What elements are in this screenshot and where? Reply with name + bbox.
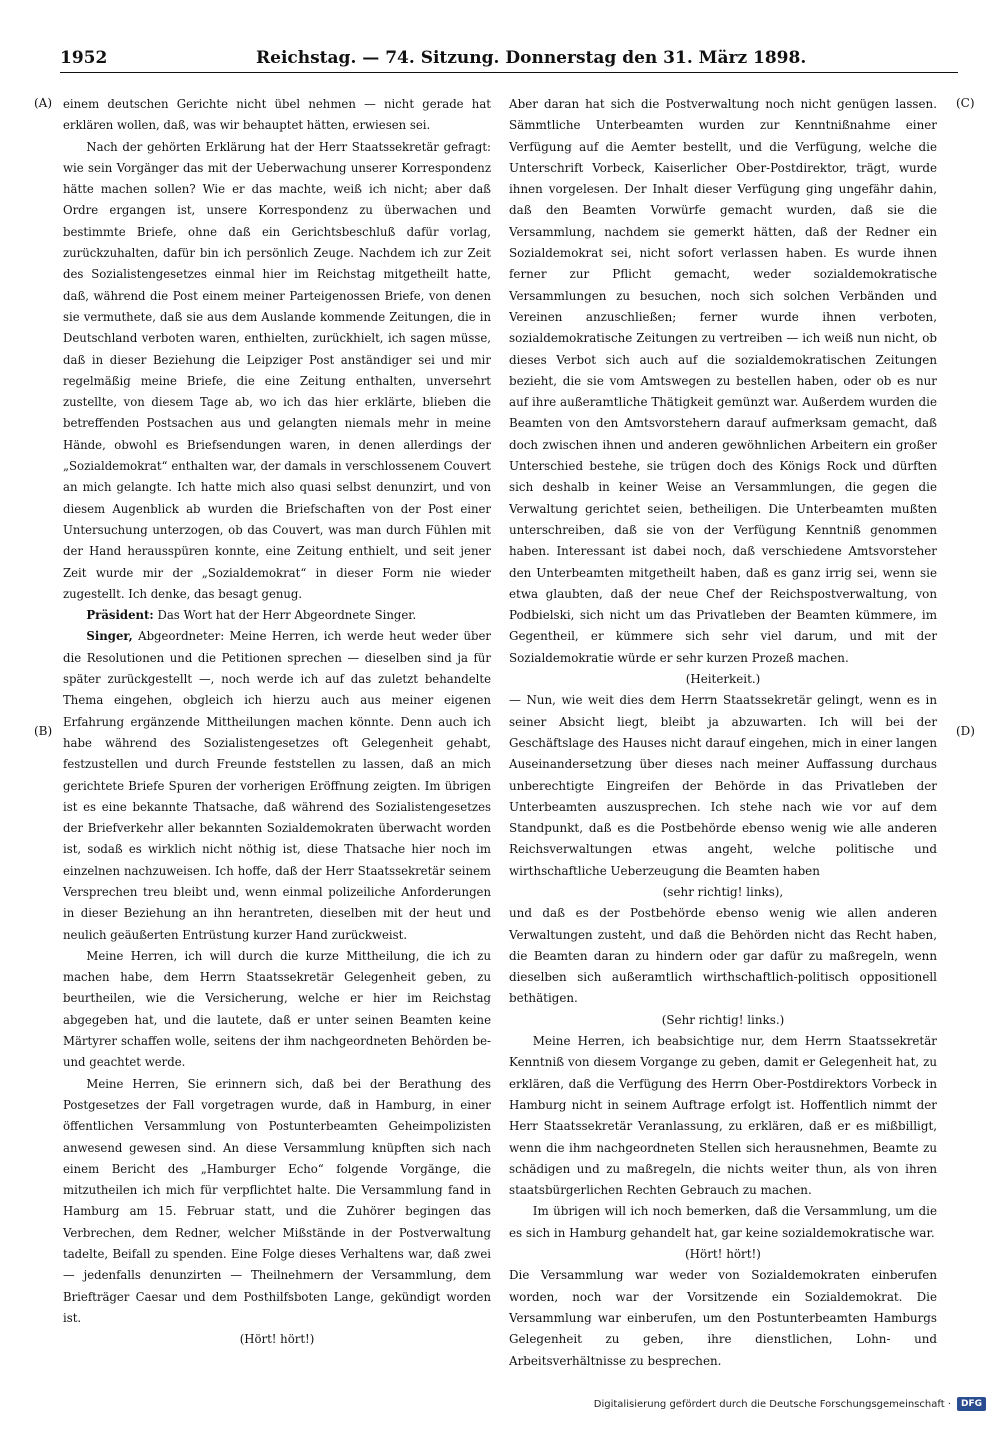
paragraph-text: Meine Herren, ich will durch die kurze Mittheilung, die ich zu machen habe, dem Herrn Staatssekretär Gelegenheit geben, zu beurtheilen, wie die Versicherung, welche er hier im Reichstag abgegeben hat, und die lautete, daß er unter seinen Beamten keine Märtyrer schaffen wolle, seitens der ihm nachgeordneten Behörden be- und geachtet werde.: [63, 948, 491, 1070]
paragraph-text: Meine Herren, ich beabsichtige nur, dem Herrn Staatssekretär Kenntniß von diesem Vorgange zu geben, damit er Gelegenheit hat, zu erklären, daß die Verfügung des Herrn Ober-Postdirektors Vorbeck in Hamburg nicht in seinem Auftrage erfolgt ist. Hoffentlich nimmt der Herr Staatssekretär Veranlassung, zu erklären, daß er es mißbilligt, wenn die ihm nachgeordneten Stellen sich herausnehmen, Beamte zu schädigen und zu maßregeln, die nichts weiter thun, als von ihren staatsbürgerlichen Rechten Gebrauch zu machen.: [509, 1034, 937, 1198]
footer-text: Digitalisierung gefördert durch die Deutsche Forschungsgemeinschaft ·: [593, 1398, 951, 1410]
paragraph: [63, 94, 491, 137]
speaker-name: Präsident:: [86, 608, 154, 623]
paragraph-text: Nach der gehörten Erklärung hat der Herr Staatssekretär gefragt: wie sein Vorgänger das mit der Ueberwachung unserer Korrespondenz hätte machen sollen? Wie er das machte, weiß ich nicht; aber daß Ordre ergangen ist, unsere Korrespondenz zu überwachen und bestimmte Briefe, ohne daß ein Gerichtsbeschluß dafür vorlag, zurückzuhalten, dafür bin ich persönlich Zeuge. Nachdem ich zur Zeit des Sozialistengesetzes einmal hier im Reichstag mitgetheilt hatte, daß, während die Post einem meiner Parteigenossen Briefe, von denen sie vermuthete, daß sie aus dem Auslande kommende Zeitungen, die in Deutschland verboten waren, enthielten, zurückhielt, ich sagen müsse, daß in dieser Beziehung die Leipziger Post anständiger sei und mir regelmäßig meine Briefe, die eine Zeitung enthalten, unversehrt zustellte, von diesem Tage ab, wo ich das hier erklärte, blieben die betreffenden Postsachen aus und gelangten niemals mehr in meine Hände, obwohl es Briefsendungen waren, in denen allerdings der „Sozialdemokrat“ enthalten war, der damals in verschlossenem Couvert an mich gelangte. Ich hatte mich also quasi selbst denunzirt, und von diesem Augenblick ab wurden die Briefschaften von der Post einer Untersuchung unterzogen, ob das Couvert, was man durch Fühlen mit der Hand herausspüren konnte, eine Zeitung enthielt, und seit jener Zeit wurde mir der „Sozialdemokrat“ in dieser Form nie wieder zugestellt. Ich denke, das besagt genug.: [63, 139, 491, 601]
paragraph: [509, 1201, 937, 1244]
paragraph: [63, 137, 491, 606]
paragraph: [63, 626, 491, 945]
paragraph-text: Abgeordneter: Meine Herren, ich werde heut weder über die Resolutionen und die Petitionen sprechen — dieselben sind ja für später zurückgestellt —, noch werde ich auf das zuletzt behandelte Thema eingehen, obgleich ich hierzu auch aus meiner eigenen Erfahrung ergänzende Mittheilungen machen könnte. Denn auch ich habe während des Sozialistengesetzes oft Gelegenheit gehabt, festzustellen und durch Freunde feststellen zu lassen, daß an mich gerichtete Briefe Spuren der vorherigen Eröffnung zeigten. Im übrigen ist es eine bekannte Thatsache, daß während des Sozialistengesetzes der Briefverkehr aller bekannten Sozialdemokraten überwacht worden ist, sodaß es wirklich nicht nöthig ist, diese Thatsache hier noch im einzelnen nachzuweisen. Ich hoffe, daß der Herr Staatssekretär seinem Versprechen treu bleibt und, wenn einmal polizeiliche Anforderungen in dieser Beziehung an ihn herantreten, dieselben mit der heut und neulich geäußerten Entrüstung kurzer Hand zurückweist.: [63, 629, 491, 942]
interjection: [63, 1329, 491, 1350]
paragraph-text: (Hört! hört!): [685, 1247, 761, 1262]
left-column: [63, 94, 491, 1351]
paragraph: [509, 1031, 937, 1201]
paragraph-text: Im übrigen will ich noch bemerken, daß die Versammlung, um die es sich in Hamburg gehandelt hat, gar keine sozialdemokratische war.: [509, 1204, 937, 1240]
paragraph-text: (Hört! hört!): [239, 1332, 315, 1347]
dfg-logo: DFG: [957, 1397, 986, 1411]
footer-credit: [594, 1394, 986, 1414]
paragraph: [509, 94, 937, 669]
margin-marker-d: (D): [956, 724, 975, 738]
running-header: [60, 46, 958, 73]
paragraph-text: (sehr richtig! links),: [662, 884, 784, 899]
paragraph: [63, 946, 491, 1074]
paragraph-text: und daß es der Postbehörde ebenso wenig wie allen anderen Verwaltungen zusteht, und daß die Behörden nicht das Recht haben, die Beamten daran zu hindern oder gar dafür zu maßregeln, wenn dieselben sich außeramtlich wirthschaftlich-politisch oppositionell bethätigen.: [509, 906, 937, 1006]
page-number: 1952: [60, 48, 108, 68]
paragraph: [509, 690, 937, 882]
margin-marker-c: (C): [956, 96, 975, 110]
interjection: [509, 1010, 937, 1031]
paragraph-text: (Heiterkeit.): [685, 672, 761, 687]
paragraph-text: Aber daran hat sich die Postverwaltung noch nicht genügen lassen. Sämmtliche Unterbeamten wurden zur Kenntnißnahme einer Verfügung auf die Aemter bestellt, und die Verfügung, welche die Unterschrift Vorbeck, Kaiserlicher Ober-Postdirektor, trägt, wurde ihnen vorgelesen. Der Inhalt dieser Verfügung ging ungefähr dahin, daß den Beamten Vorwürfe gemacht wurden, daß sie die Versammlung, nachdem sie gemerkt hätten, daß der Redner ein Sozialdemokrat sei, nicht sofort verlassen haben. Es wurde ihnen ferner zur Pflicht gemacht, weder sozialdemokratische Versammlungen zu besuchen, noch sich solchen Verbänden und Vereinen anzuschließen; ferner wurde ihnen verboten, sozialdemokratische Zeitungen zu vertreiben — ich weiß nun nicht, ob dieses Verbot sich auch auf die sozialdemokratischen Zeitungen bezieht, die sie vom Amtswegen zu bestellen haben, oder ob es nur auf ihre außeramtliche Thätigkeit gemünzt war. Außerdem wurden die Beamten von den Amtsvorstehern darauf aufmerksam gemacht, daß doch zwischen ihnen und anderen gewöhnlichen Arbeitern ein großer Unterschied bestehe, sie trügen doch des Königs Rock und dürften sich deshalb in keiner Weise an Versammlungen, die gegen die Verwaltung gerichtet seien, betheiligen. Die Unterbeamten mußten unterschreiben, daß sie von der Verfügung Kenntniß genommen haben. Interessant ist dabei noch, daß verschiedene Amtsvorsteher den Unterbeamten mitgetheilt haben, daß es ganz irrig sei, wenn sie etwa glaubten, daß der neue Chef der Reichspostverwaltung, von Podbielski, sich nicht um das Privatleben der Beamten kümmere, im Gegentheil, er kümmere sich sehr viel darum, und mit der Sozialdemokratie würde er sehr kurzen Prozeß machen.: [509, 97, 937, 665]
paragraph: [63, 605, 491, 626]
margin-marker-b: (B): [34, 724, 53, 738]
paragraph-text: einem deutschen Gerichte nicht übel nehmen — nicht gerade hat erklären wollen, daß, was wir behauptet hätten, erwiesen sei.: [63, 97, 491, 133]
header-title: Reichstag. — 74. Sitzung. Donnerstag den 31. März 1898.: [256, 48, 807, 68]
paragraph-text: Meine Herren, Sie erinnern sich, daß bei der Berathung des Postgesetzes der Fall vorgetragen wurde, daß in Hamburg, in einer öffentlichen Versammlung von Postunterbeamten Geheimpolizisten anwesend gewesen sind. An diese Versammlung knüpften sich nach einem Bericht des „Hamburger Echo“ folgende Vorgänge, die mitzutheilen ich mich für verpflichtet halte. Die Versammlung fand in Hamburg am 15. Februar statt, und die Zuhörer begingen das Verbrechen, dem Redner, welcher Mißstände in der Postverwaltung tadelte, Beifall zu spenden. Eine Folge dieses Verhaltens war, daß zwei — jedenfalls denunzirten — Theilnehmern der Versammlung, dem Briefträger Caesar und dem Posthilfsboten Lange, gekündigt worden ist.: [63, 1076, 491, 1325]
paragraph: [63, 1074, 491, 1330]
paragraph-text: Das Wort hat der Herr Abgeordnete Singer.: [153, 608, 417, 623]
interjection: [509, 669, 937, 690]
right-column: [509, 94, 937, 1372]
paragraph: [509, 1265, 937, 1371]
interjection: [509, 882, 937, 903]
paragraph: [509, 903, 937, 1009]
speaker-name: Singer,: [86, 629, 133, 644]
paragraph-text: — Nun, wie weit dies dem Herrn Staatssekretär gelingt, wenn es in seiner Absicht liegt, bleibt ja abzuwarten. Ich will bei der Geschäftslage des Hauses nicht darauf eingehen, mich in einer langen Auseinandersetzung über dieses nach meiner Auffassung durchaus unberechtigte Eingreifen der Behörde in das Privatleben der Unterbeamten auszusprechen. Ich stehe nach wie vor auf dem Standpunkt, daß es die Postbehörde ebenso wenig wie alle anderen Reichsverwaltungen etwas angeht, welche politische und wirthschaftliche Ueberzeugung die Beamten haben: [509, 693, 937, 878]
paragraph-text: (Sehr richtig! links.): [661, 1012, 785, 1027]
paragraph-text: Die Versammlung war weder von Sozialdemokraten einberufen worden, noch war der Vorsitzende ein Sozialdemokrat. Die Versammlung war einberufen, um den Postunterbeamten Hamburgs Gelegenheit zu geben, ihre dienstlichen, Lohn- und Arbeitsverhältnisse zu besprechen.: [509, 1268, 937, 1368]
interjection: [509, 1244, 937, 1265]
margin-marker-a: (A): [34, 96, 53, 110]
